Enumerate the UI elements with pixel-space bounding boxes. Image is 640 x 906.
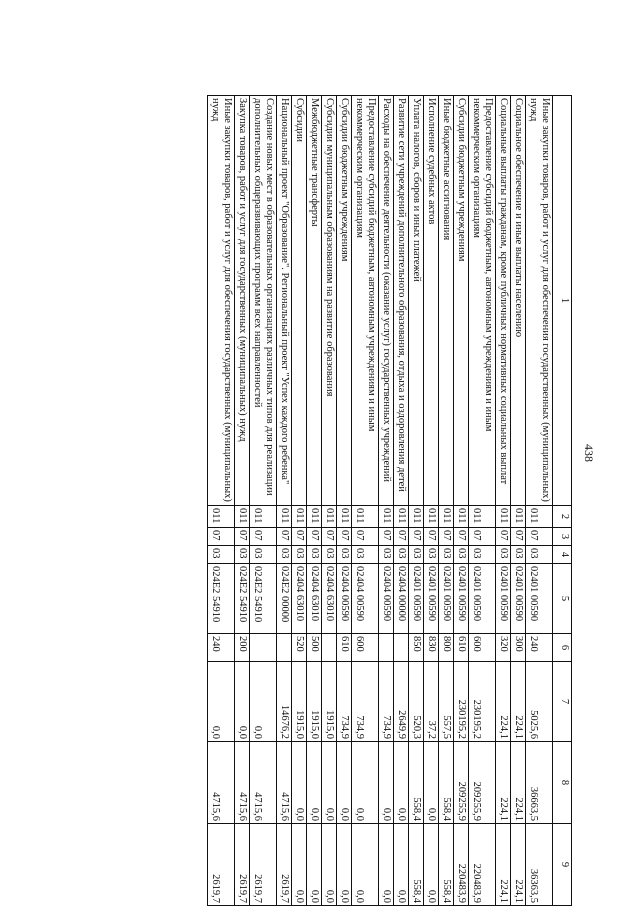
row-description: Социальное обеспечение и иные выплаты населению — [511, 96, 526, 506]
row-description: Уплата налогов, сборов и иных платежей — [409, 96, 424, 506]
row-expense-type: 320 — [496, 634, 511, 662]
row-description: Субсидии бюджетным учреждениям — [337, 96, 352, 506]
row-section-code: 07 — [352, 528, 379, 546]
row-target-article: 024E2 54910 — [235, 564, 250, 634]
table-row — [424, 96, 439, 906]
row-subsection-code: 03 — [379, 546, 394, 564]
row-target-article: 02401 00590 — [496, 564, 511, 634]
row-amount-col-8: 558,4 — [409, 742, 424, 824]
row-amount-col-8: 0,0 — [379, 742, 394, 824]
budget-table-container — [62, 95, 572, 905]
row-target-article: 02401 00590 — [409, 564, 424, 634]
row-section-code: 07 — [208, 528, 235, 546]
row-amount-col-7: 734,9 — [379, 662, 394, 742]
row-expense-type: 240 — [526, 634, 553, 662]
row-amount-col-8: 209255,9 — [454, 742, 469, 824]
row-ministry-code: 011 — [307, 506, 322, 528]
row-amount-col-7: 2649,9 — [394, 662, 409, 742]
row-ministry-code: 011 — [469, 506, 496, 528]
row-subsection-code: 03 — [292, 546, 307, 564]
row-ministry-code: 011 — [511, 506, 526, 528]
row-description: Развитие сети учреждений дополнительного образования, отдыха и оздоровления детей — [394, 96, 409, 506]
row-amount-col-9: 2619,7 — [208, 824, 235, 906]
row-amount-col-9: 0,0 — [394, 824, 409, 906]
row-subsection-code: 03 — [424, 546, 439, 564]
row-amount-col-9: 558,4 — [439, 824, 454, 906]
row-amount-col-7: 1915,0 — [322, 662, 337, 742]
row-target-article: 02404 63010 — [307, 564, 322, 634]
row-description: Социальные выплаты гражданам, кроме публичных нормативных социальных выплат — [496, 96, 511, 506]
row-expense-type: 600 — [352, 634, 379, 662]
row-amount-col-8: 558,4 — [439, 742, 454, 824]
row-section-code: 07 — [409, 528, 424, 546]
row-expense-type: 850 — [409, 634, 424, 662]
row-amount-col-7: 520,3 — [409, 662, 424, 742]
row-target-article: 02404 00590 — [352, 564, 379, 634]
row-amount-col-9: 220483,9 — [454, 824, 469, 906]
table-row — [250, 96, 277, 906]
row-amount-col-7: 37,2 — [424, 662, 439, 742]
row-expense-type — [379, 634, 394, 662]
row-description: Иные закупки товаров, работ и услуг для обеспечения государственных (муниципальных) нужд — [526, 96, 553, 506]
row-amount-col-7: 0,0 — [250, 662, 277, 742]
row-ministry-code: 011 — [439, 506, 454, 528]
row-expense-type: 300 — [511, 634, 526, 662]
header-col-8: 8 — [553, 742, 572, 824]
row-description: Субсидии — [292, 96, 307, 506]
table-row — [469, 96, 496, 906]
row-amount-col-8: 0,0 — [424, 742, 439, 824]
row-amount-col-8: 36663,5 — [526, 742, 553, 824]
row-amount-col-7: 230195,2 — [454, 662, 469, 742]
row-amount-col-7: 734,9 — [337, 662, 352, 742]
header-col-3: 3 — [553, 528, 572, 546]
row-section-code: 07 — [511, 528, 526, 546]
row-amount-col-7: 5025,6 — [526, 662, 553, 742]
row-amount-col-9: 0,0 — [337, 824, 352, 906]
row-amount-col-7: 557,5 — [439, 662, 454, 742]
row-ministry-code: 011 — [235, 506, 250, 528]
row-subsection-code: 03 — [208, 546, 235, 564]
table-row — [439, 96, 454, 906]
row-target-article: 02401 00590 — [469, 564, 496, 634]
row-section-code: 07 — [424, 528, 439, 546]
row-subsection-code: 03 — [235, 546, 250, 564]
table-row — [526, 96, 553, 906]
row-target-article: 02401 00590 — [526, 564, 553, 634]
row-subsection-code: 03 — [307, 546, 322, 564]
row-subsection-code: 03 — [526, 546, 553, 564]
row-subsection-code: 03 — [496, 546, 511, 564]
row-ministry-code: 011 — [394, 506, 409, 528]
row-amount-col-7: 224,1 — [511, 662, 526, 742]
header-row — [553, 96, 572, 906]
row-expense-type: 610 — [337, 634, 352, 662]
row-amount-col-8: 0,0 — [322, 742, 337, 824]
row-target-article: 02404 00000 — [394, 564, 409, 634]
header-col-1: 1 — [553, 96, 572, 506]
table-row — [322, 96, 337, 906]
row-amount-col-7: 14676,2 — [277, 662, 292, 742]
row-amount-col-8: 0,0 — [352, 742, 379, 824]
row-description: Субсидии бюджетным учреждениям — [454, 96, 469, 506]
row-description: Субсидии муниципальным образованиям на развитие образования — [322, 96, 337, 506]
row-amount-col-9: 2619,7 — [250, 824, 277, 906]
table-row — [208, 96, 235, 906]
row-section-code: 07 — [292, 528, 307, 546]
row-ministry-code: 011 — [409, 506, 424, 528]
row-target-article: 024E2 54910 — [208, 564, 235, 634]
row-amount-col-8: 4715,6 — [250, 742, 277, 824]
table-row — [337, 96, 352, 906]
table-row — [277, 96, 292, 906]
row-description: Создание новых мест в образовательных организациях различных типов для реализации дополнительных общеразвивающих программ всех направленностей — [250, 96, 277, 506]
row-amount-col-9: 0,0 — [424, 824, 439, 906]
row-amount-col-9: 0,0 — [352, 824, 379, 906]
row-subsection-code: 03 — [277, 546, 292, 564]
row-target-article: 024E2 54910 — [250, 564, 277, 634]
row-amount-col-9: 0,0 — [307, 824, 322, 906]
row-description: Расходы на обеспечение деятельности (оказание услуг) государственных учреждений — [379, 96, 394, 506]
row-section-code: 07 — [235, 528, 250, 546]
row-amount-col-9: 220483,9 — [469, 824, 496, 906]
row-amount-col-9: 0,0 — [322, 824, 337, 906]
row-section-code: 07 — [250, 528, 277, 546]
row-amount-col-8: 209255,9 — [469, 742, 496, 824]
row-description: Иные закупки товаров, работ и услуг для обеспечения государственных (муниципальных) нужд — [208, 96, 235, 506]
row-expense-type — [250, 634, 277, 662]
row-ministry-code: 011 — [208, 506, 235, 528]
row-amount-col-7: 0,0 — [208, 662, 235, 742]
table-row — [235, 96, 250, 906]
row-ministry-code: 011 — [424, 506, 439, 528]
row-target-article: 02404 00590 — [337, 564, 352, 634]
table-row — [454, 96, 469, 906]
header-col-6: 6 — [553, 634, 572, 662]
row-amount-col-8: 0,0 — [394, 742, 409, 824]
table-row — [511, 96, 526, 906]
row-target-article: 02404 63010 — [322, 564, 337, 634]
row-expense-type: 500 — [307, 634, 322, 662]
page-number: 438 — [582, 444, 596, 462]
row-amount-col-8: 0,0 — [292, 742, 307, 824]
row-target-article: 02404 00590 — [379, 564, 394, 634]
row-subsection-code: 03 — [322, 546, 337, 564]
header-col-2: 2 — [553, 506, 572, 528]
row-section-code: 07 — [454, 528, 469, 546]
row-section-code: 07 — [379, 528, 394, 546]
row-section-code: 07 — [337, 528, 352, 546]
header-col-7: 7 — [553, 662, 572, 742]
row-subsection-code: 03 — [511, 546, 526, 564]
row-expense-type: 830 — [424, 634, 439, 662]
row-amount-col-8: 4715,6 — [235, 742, 250, 824]
row-amount-col-9: 0,0 — [292, 824, 307, 906]
row-section-code: 07 — [394, 528, 409, 546]
row-target-article: 024E2 00000 — [277, 564, 292, 634]
row-section-code: 07 — [496, 528, 511, 546]
budget-table — [207, 95, 572, 906]
table-row — [394, 96, 409, 906]
row-ministry-code: 011 — [337, 506, 352, 528]
row-expense-type — [277, 634, 292, 662]
table-row — [307, 96, 322, 906]
row-description: Иные бюджетные ассигнования — [439, 96, 454, 506]
row-expense-type: 800 — [439, 634, 454, 662]
row-description: Предоставление субсидий бюджетным, автономным учреждениям и иным некоммерческим организациям — [469, 96, 496, 506]
row-section-code: 07 — [307, 528, 322, 546]
row-amount-col-8: 0,0 — [337, 742, 352, 824]
row-amount-col-7: 224,1 — [496, 662, 511, 742]
row-description: Закупка товаров, работ и услуг для государственных (муниципальных) нужд — [235, 96, 250, 506]
row-expense-type: 240 — [208, 634, 235, 662]
row-expense-type: 610 — [454, 634, 469, 662]
row-amount-col-8: 224,1 — [496, 742, 511, 824]
row-expense-type — [394, 634, 409, 662]
row-subsection-code: 03 — [337, 546, 352, 564]
row-ministry-code: 011 — [526, 506, 553, 528]
row-amount-col-9: 558,4 — [409, 824, 424, 906]
header-col-9: 9 — [553, 824, 572, 906]
row-subsection-code: 03 — [439, 546, 454, 564]
row-description: Исполнение судебных актов — [424, 96, 439, 506]
row-section-code: 07 — [439, 528, 454, 546]
row-expense-type: 520 — [292, 634, 307, 662]
row-section-code: 07 — [322, 528, 337, 546]
row-target-article: 02401 00590 — [424, 564, 439, 634]
table-row — [292, 96, 307, 906]
row-ministry-code: 011 — [496, 506, 511, 528]
row-amount-col-7: 734,9 — [352, 662, 379, 742]
row-amount-col-9: 0,0 — [379, 824, 394, 906]
row-section-code: 07 — [469, 528, 496, 546]
table-row — [352, 96, 379, 906]
table-body — [208, 96, 553, 906]
row-subsection-code: 03 — [352, 546, 379, 564]
table-row — [379, 96, 394, 906]
row-amount-col-8: 4715,6 — [277, 742, 292, 824]
row-ministry-code: 011 — [292, 506, 307, 528]
row-section-code: 07 — [526, 528, 553, 546]
row-expense-type: 200 — [235, 634, 250, 662]
row-target-article: 02401 00590 — [511, 564, 526, 634]
row-target-article: 02404 63010 — [292, 564, 307, 634]
row-ministry-code: 011 — [322, 506, 337, 528]
row-amount-col-8: 4715,6 — [208, 742, 235, 824]
header-col-4: 4 — [553, 546, 572, 564]
row-amount-col-7: 1915,0 — [292, 662, 307, 742]
table-row — [496, 96, 511, 906]
table-row — [409, 96, 424, 906]
row-amount-col-7: 0,0 — [235, 662, 250, 742]
row-expense-type: 600 — [469, 634, 496, 662]
row-amount-col-9: 224,1 — [511, 824, 526, 906]
row-amount-col-8: 224,1 — [511, 742, 526, 824]
row-subsection-code: 03 — [454, 546, 469, 564]
row-ministry-code: 011 — [352, 506, 379, 528]
row-ministry-code: 011 — [277, 506, 292, 528]
row-ministry-code: 011 — [454, 506, 469, 528]
row-amount-col-7: 1915,0 — [307, 662, 322, 742]
row-target-article: 02401 00590 — [439, 564, 454, 634]
row-amount-col-7: 230195,2 — [469, 662, 496, 742]
row-description: Предоставление субсидий бюджетным, автономным учреждениям и иным некоммерческим организациям — [352, 96, 379, 506]
row-amount-col-8: 0,0 — [307, 742, 322, 824]
row-amount-col-9: 2619,7 — [235, 824, 250, 906]
row-target-article: 02401 00590 — [454, 564, 469, 634]
header-col-5: 5 — [553, 564, 572, 634]
row-description: Межбюджетные трансферты — [307, 96, 322, 506]
row-description: Национальный проект "Образование". Региональный проект "Успех каждого ребенка" — [277, 96, 292, 506]
row-amount-col-9: 224,1 — [496, 824, 511, 906]
row-subsection-code: 03 — [469, 546, 496, 564]
row-ministry-code: 011 — [250, 506, 277, 528]
row-subsection-code: 03 — [409, 546, 424, 564]
row-amount-col-9: 36363,5 — [526, 824, 553, 906]
row-subsection-code: 03 — [250, 546, 277, 564]
row-section-code: 07 — [277, 528, 292, 546]
row-expense-type — [322, 634, 337, 662]
row-subsection-code: 03 — [394, 546, 409, 564]
row-ministry-code: 011 — [379, 506, 394, 528]
row-amount-col-9: 2619,7 — [277, 824, 292, 906]
